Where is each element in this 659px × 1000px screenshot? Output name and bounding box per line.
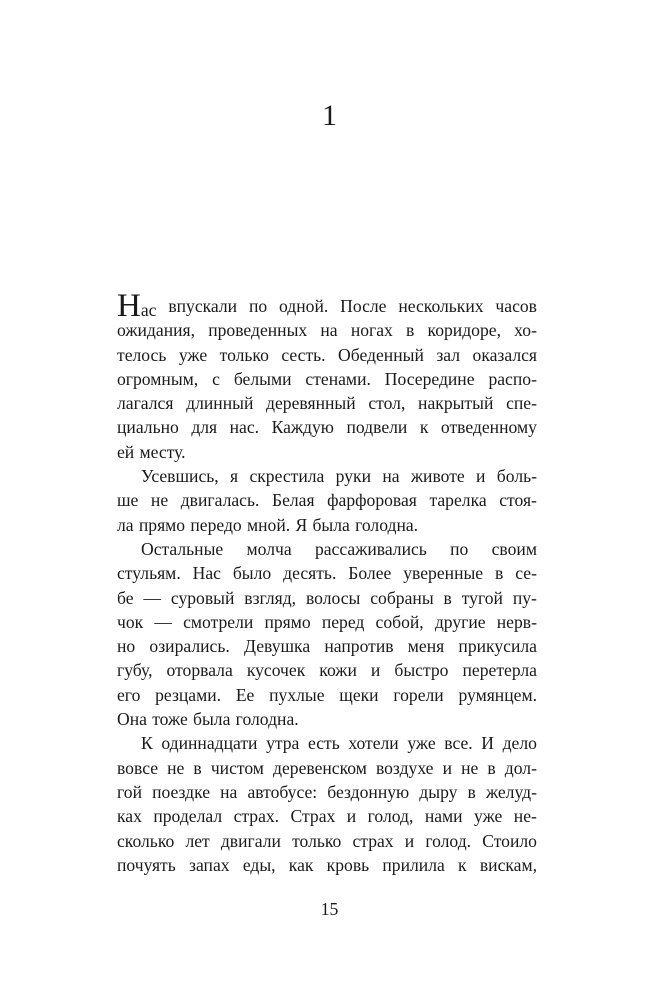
text-line [117, 391, 537, 415]
word: Нас [117, 288, 157, 324]
word: стол, [368, 393, 406, 414]
body-text [117, 288, 537, 877]
word: тугой [461, 587, 503, 608]
word: огромным, [117, 368, 199, 389]
word: уже [178, 344, 208, 365]
word: длинный [186, 393, 254, 414]
word: не [167, 757, 185, 778]
text-line [117, 804, 537, 828]
word: не [461, 757, 479, 778]
word: я [230, 466, 239, 487]
word: есть [307, 733, 340, 754]
word: лагался [117, 393, 174, 414]
word: только [292, 830, 342, 851]
word: рассаживались [314, 538, 427, 559]
word: было [232, 563, 272, 584]
word: автобусе: [247, 781, 318, 802]
text-line [117, 731, 537, 755]
word: напротив [324, 636, 394, 657]
word: Страх [290, 806, 336, 827]
word: оказался [472, 344, 537, 365]
word: запах [189, 854, 230, 875]
word: на [220, 781, 238, 802]
word: была [193, 709, 231, 730]
word: белыми [233, 368, 292, 389]
word: кусочек [246, 660, 306, 681]
word: деревенском [273, 757, 367, 778]
word: ла [117, 514, 134, 535]
word: все. [444, 733, 473, 754]
word: хо- [514, 320, 537, 341]
text-line [117, 288, 537, 324]
text-line [117, 464, 537, 488]
word: — [143, 587, 161, 608]
text-line [117, 780, 537, 804]
word: в [443, 587, 452, 608]
word: на [320, 320, 338, 341]
word: двигалась. [180, 490, 260, 511]
word: чок [117, 611, 144, 632]
word: се- [515, 563, 537, 584]
word: озирались. [149, 636, 230, 657]
word: мной. [247, 514, 291, 535]
text-line [117, 415, 537, 439]
word: в [406, 320, 415, 341]
word: После [340, 296, 387, 316]
word: вовсе [117, 757, 159, 778]
paragraph [117, 464, 537, 537]
word: проведенных [208, 320, 308, 341]
page-number: 15 [320, 899, 339, 919]
word: передо [190, 514, 242, 535]
text-line [117, 756, 537, 780]
word: но [117, 636, 136, 657]
word: Я [295, 514, 308, 535]
word: суровый [170, 587, 235, 608]
word: стульям. [117, 563, 181, 584]
word: почуять [117, 854, 176, 875]
word: оторвала [166, 660, 233, 681]
word: волосы [305, 587, 361, 608]
word: чистом [210, 757, 264, 778]
word: не- [513, 806, 537, 827]
word: с [212, 368, 220, 389]
text-line [117, 440, 537, 464]
word: фарфоровая [327, 490, 417, 511]
word: и [442, 757, 452, 778]
word: взгляд, [244, 587, 297, 608]
text-line [117, 561, 537, 585]
word: месту. [139, 441, 186, 462]
word: Посередине [384, 368, 475, 389]
word: кожи [319, 660, 357, 681]
word: резцами. [155, 684, 222, 705]
text-line [117, 318, 537, 342]
word: была [312, 514, 350, 535]
text-line [117, 707, 537, 731]
text-line [117, 853, 537, 877]
word: кровь [326, 854, 370, 875]
word: голод, [367, 806, 414, 827]
word: страх [352, 830, 394, 851]
word: скрестила [249, 466, 325, 487]
word: к [458, 854, 467, 875]
word: ше [117, 490, 139, 511]
text-line [117, 488, 537, 512]
drop-cap: Н [117, 288, 141, 324]
word: своим [491, 538, 537, 559]
word: голод. [425, 830, 472, 851]
word: стоя- [499, 490, 537, 511]
word: нас. [229, 417, 260, 438]
chapter-number: 1 [322, 99, 337, 132]
word: его [117, 684, 141, 705]
word: голодна. [235, 709, 299, 730]
word: телось [117, 344, 167, 365]
word: и [346, 806, 357, 827]
word: бе [117, 587, 134, 608]
word: одиннадцати [161, 733, 258, 754]
word: животе [410, 466, 465, 487]
word: зал [436, 344, 461, 365]
word: молча [246, 538, 292, 559]
word: страх. [233, 806, 280, 827]
word: впускали [168, 296, 238, 316]
word: пу- [512, 587, 537, 608]
word: другие [434, 611, 486, 632]
word: дыру [419, 781, 458, 802]
word: сесть. [281, 344, 326, 365]
word: и [404, 830, 415, 851]
word: смотрели [183, 611, 254, 632]
word: спе- [506, 393, 537, 414]
word: ей [117, 441, 135, 462]
word: гой [117, 781, 142, 802]
word: прямо [138, 514, 186, 535]
word: прилила [382, 854, 445, 875]
text-line [117, 634, 537, 658]
word: нами [424, 806, 463, 827]
word: дело [502, 733, 537, 754]
text-line [117, 683, 537, 707]
word: одной. [279, 296, 329, 316]
word: ках [117, 806, 142, 827]
paragraph [117, 537, 537, 731]
word: утра [266, 733, 300, 754]
text-line [117, 513, 537, 537]
word: на [382, 466, 400, 487]
word: голодна. [355, 514, 419, 535]
word: перетерла [462, 660, 537, 681]
word: собраны [370, 587, 434, 608]
word: собой, [375, 611, 424, 632]
word: Девушка [243, 636, 311, 657]
paragraph [117, 731, 537, 877]
word: Остальные [141, 538, 224, 559]
word: тарелка [429, 490, 487, 511]
word: желуд- [485, 781, 537, 802]
word: часов [495, 296, 537, 316]
word: тоже [152, 709, 188, 730]
text-line [117, 343, 537, 367]
word: бездонную [327, 781, 410, 802]
word: уже [474, 806, 503, 827]
word: Нас [192, 563, 221, 584]
word: Стоило [482, 830, 537, 851]
word: по [450, 538, 469, 559]
word: двигали [220, 830, 281, 851]
word: подвели [346, 417, 408, 438]
word: боль- [496, 466, 537, 487]
word: румянцем. [458, 684, 537, 705]
word: проделал [153, 806, 223, 827]
word: щеки [339, 684, 379, 705]
word: сколько [117, 830, 175, 851]
word: воздухе [375, 757, 434, 778]
word: нескольких [398, 296, 484, 316]
word: отведенному [440, 417, 537, 438]
word: лет [185, 830, 210, 851]
word: вискам, [479, 854, 537, 875]
word: поездке [152, 781, 211, 802]
word: только [219, 344, 269, 365]
word: ногах [350, 320, 393, 341]
word: губу, [117, 660, 153, 681]
word: Она [117, 709, 147, 730]
word: Более [348, 563, 392, 584]
text-line [117, 537, 537, 561]
paragraph [117, 288, 537, 464]
word: Белая [271, 490, 315, 511]
word: стенами. [305, 368, 371, 389]
word: десять. [283, 563, 337, 584]
word: и [370, 660, 381, 681]
word: в [495, 563, 504, 584]
word: и [476, 466, 486, 487]
word: И [481, 733, 494, 754]
text-line [117, 367, 537, 391]
word: К [141, 733, 153, 754]
word: уже [407, 733, 436, 754]
word: — [154, 611, 172, 632]
word: еды, [242, 854, 276, 875]
word: распо- [488, 368, 537, 389]
word: не [150, 490, 169, 511]
word: прямо [264, 611, 311, 632]
word: Каждую [271, 417, 334, 438]
word: Обеденный [338, 344, 424, 365]
word: по [248, 296, 268, 316]
word: быстро [394, 660, 449, 681]
word: накрытый [418, 393, 494, 414]
word: в [467, 781, 476, 802]
text-line [117, 829, 537, 853]
word: меня [407, 636, 445, 657]
word: в [487, 757, 496, 778]
word: деревянный [266, 393, 356, 414]
word: циально [117, 417, 179, 438]
word: к [419, 417, 429, 438]
word: руки [335, 466, 371, 487]
word: пухлые [269, 684, 325, 705]
word: как [288, 854, 314, 875]
word: уверенные [403, 563, 484, 584]
word: ожидания, [117, 320, 196, 341]
word: нерв- [496, 611, 537, 632]
word: хотели [348, 733, 399, 754]
word: Усевшись, [141, 466, 219, 487]
word: для [191, 417, 218, 438]
word: Ее [235, 684, 255, 705]
word: в [193, 757, 202, 778]
text-line [117, 586, 537, 610]
word: прикусила [458, 636, 537, 657]
text-line [117, 610, 537, 634]
word: дол- [504, 757, 537, 778]
word: перед [321, 611, 365, 632]
word: горели [393, 684, 444, 705]
text-line [117, 658, 537, 682]
word: коридоре, [427, 320, 501, 341]
